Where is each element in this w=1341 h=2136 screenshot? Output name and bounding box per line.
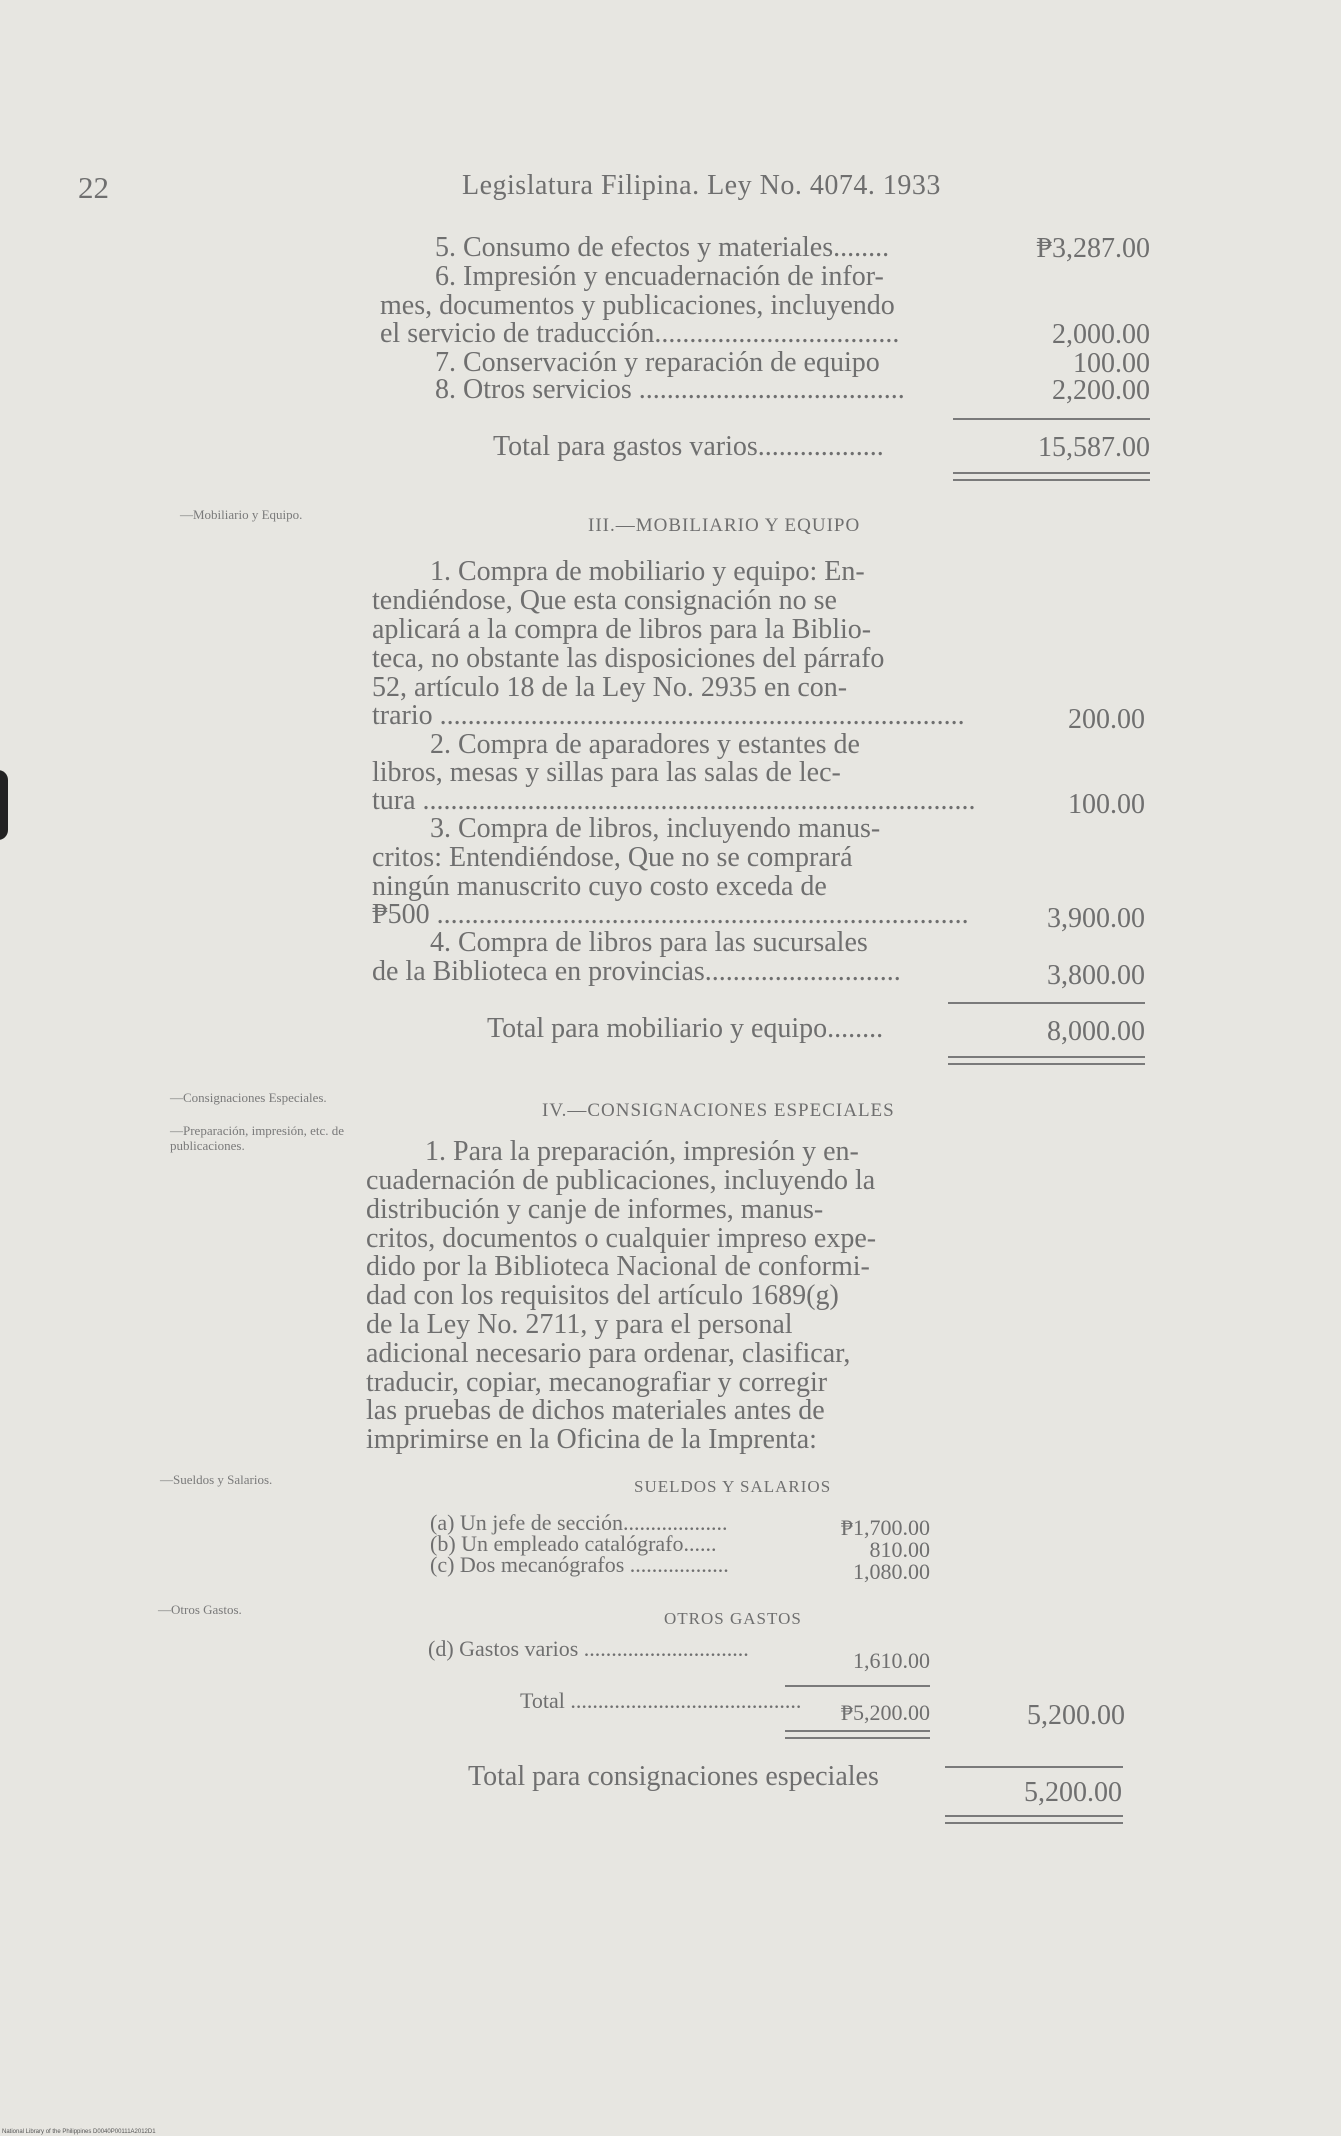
- item-6-amount: 2,000.00: [1052, 319, 1150, 350]
- mob-total-amount: 8,000.00: [1047, 1016, 1145, 1047]
- margin-note-mobiliario: —Mobiliario y Equipo.: [180, 507, 303, 522]
- mob-item1-line6: trario ...........................................................................: [372, 700, 965, 731]
- item-7-amount: 100.00: [1073, 348, 1150, 379]
- running-head: Legislatura Filipina. Ley No. 4074. 1933: [462, 170, 941, 201]
- mob-item4-line1: 4. Compra de libros para las sucursales: [430, 927, 868, 958]
- mob-item1-line3: aplicará a la compra de libros para la Biblio-: [372, 614, 872, 645]
- item-5-line: 5. Consumo de efectos y materiales........: [435, 232, 890, 263]
- subtotal-rule: [953, 418, 1150, 420]
- mob-item3-line1: 3. Compra de libros, incluyendo manus-: [430, 813, 881, 844]
- mob-item4-line2: de la Biblioteca en provincias............................: [372, 956, 901, 987]
- mob-item1-amount: 200.00: [1068, 704, 1145, 735]
- esp-total-label: Total ..........................................: [520, 1688, 802, 1713]
- scan-credit: National Library of the Philippines D0040P00111A2012D1: [2, 2129, 156, 2135]
- sueldo-b-amount: 810.00: [869, 1537, 930, 1562]
- margin-note-preparacion: —Preparación, impresión, etc. de publicaciones.: [170, 1123, 344, 1153]
- item-5-amount: ₱3,287.00: [1036, 233, 1150, 264]
- sueldo-a-amount: ₱1,700.00: [840, 1515, 930, 1540]
- otros-d-line: (d) Gastos varios ..............................: [428, 1636, 749, 1661]
- double-rule-top: [953, 472, 1150, 474]
- mob-item1-line1: 1. Compra de mobiliario y equipo: En-: [430, 556, 865, 587]
- grand-subtotal-rule: [945, 1766, 1123, 1768]
- double-rule-bottom: [953, 479, 1150, 481]
- esp-para-line9: traducir, copiar, mecanografiar y corregir: [366, 1367, 828, 1398]
- esp-para-line2: cuadernación de publicaciones, incluyendo la: [366, 1165, 876, 1196]
- item-8-line: 8. Otros servicios ......................................: [435, 374, 905, 405]
- mob-item2-line1: 2. Compra de aparadores y estantes de: [430, 729, 860, 760]
- gastos-total-label: Total para gastos varios..................: [493, 431, 884, 462]
- otros-heading: OTROS GASTOS: [664, 1609, 802, 1628]
- grand-total-label: Total para consignaciones especiales: [468, 1761, 879, 1792]
- mob-subtotal-rule: [948, 1002, 1145, 1004]
- mob-double-rule-top: [948, 1056, 1145, 1058]
- mob-item2-line2: libros, mesas y sillas para las salas de lec-: [372, 757, 841, 788]
- item-8-amount: 2,200.00: [1052, 375, 1150, 406]
- item-6-line3: el servicio de traducción...................................: [380, 318, 900, 349]
- grand-double-rule-bottom: [945, 1822, 1123, 1824]
- mob-item3-line2: critos: Entendiéndose, Que no se comprará: [372, 842, 853, 873]
- esp-total-sub: ₱5,200.00: [840, 1700, 930, 1725]
- esp-para-line8: adicional necesario para ordenar, clasificar,: [366, 1338, 851, 1369]
- page-number: 22: [78, 170, 109, 205]
- otros-d-amount: 1,610.00: [853, 1648, 930, 1673]
- sueldo-b-line: (b) Un empleado catalógrafo......: [430, 1531, 717, 1556]
- esp-double-rule-top: [785, 1730, 930, 1732]
- section-heading-mobiliario: III.—MOBILIARIO Y EQUIPO: [588, 515, 861, 536]
- sueldo-c-amount: 1,080.00: [853, 1559, 930, 1584]
- mob-double-rule-bottom: [948, 1063, 1145, 1065]
- mob-item3-line4: ₱500 ............................................................................: [372, 899, 969, 930]
- grand-total-amount: 5,200.00: [1024, 1777, 1122, 1808]
- grand-double-rule-top: [945, 1815, 1123, 1817]
- mob-item3-line3: ningún manuscrito cuyo costo exceda de: [372, 871, 827, 902]
- esp-total-amount: 5,200.00: [1027, 1700, 1125, 1731]
- esp-para-line11: imprimirse en la Oficina de la Imprenta:: [366, 1424, 817, 1455]
- esp-para-line5: dido por la Biblioteca Nacional de conformi-: [366, 1251, 870, 1282]
- mob-item2-amount: 100.00: [1068, 789, 1145, 820]
- mob-item2-line3: tura ...............................................................................: [372, 785, 976, 816]
- sueldo-c-line: (c) Dos mecanógrafos ..................: [430, 1552, 729, 1577]
- margin-note-otros: —Otros Gastos.: [158, 1602, 242, 1617]
- mob-item4-amount: 3,800.00: [1047, 960, 1145, 991]
- section-heading-especiales: IV.—CONSIGNACIONES ESPECIALES: [542, 1100, 895, 1121]
- esp-para-line7: de la Ley No. 2711, y para el personal: [366, 1309, 793, 1340]
- page-edge-shadow: [0, 770, 8, 840]
- mob-item1-line2: tendiéndose, Que esta consignación no se: [372, 585, 837, 616]
- mob-total-label: Total para mobiliario y equipo........: [487, 1013, 884, 1044]
- sueldos-heading: SUELDOS Y SALARIOS: [634, 1477, 832, 1496]
- esp-double-rule-bottom: [785, 1737, 930, 1739]
- esp-para-line4: critos, documentos o cualquier impreso expe-: [366, 1223, 877, 1254]
- esp-para-line1: 1. Para la preparación, impresión y en-: [425, 1136, 859, 1167]
- item-6-line2: mes, documentos y publicaciones, incluyendo: [380, 290, 895, 321]
- mob-item1-line5: 52, artículo 18 de la Ley No. 2935 en con-: [372, 672, 848, 703]
- mob-item1-line4: teca, no obstante las disposiciones del párrafo: [372, 643, 885, 674]
- esp-para-line3: distribución y canje de informes, manus-: [366, 1194, 824, 1225]
- margin-note-sueldos: —Sueldos y Salarios.: [160, 1472, 273, 1487]
- gastos-total-amount: 15,587.00: [1038, 432, 1150, 463]
- sueldo-a-line: (a) Un jefe de sección...................: [430, 1510, 728, 1535]
- mob-item3-amount: 3,900.00: [1047, 903, 1145, 934]
- margin-note-especiales: —Consignaciones Especiales.: [170, 1090, 327, 1105]
- esp-subtotal-rule: [785, 1685, 930, 1687]
- esp-para-line10: las pruebas de dichos materiales antes de: [366, 1395, 825, 1426]
- esp-para-line6: dad con los requisitos del artículo 1689(g): [366, 1280, 839, 1311]
- item-7-line: 7. Conservación y reparación de equipo: [435, 347, 880, 378]
- item-6-line1: 6. Impresión y encuadernación de infor-: [435, 261, 884, 292]
